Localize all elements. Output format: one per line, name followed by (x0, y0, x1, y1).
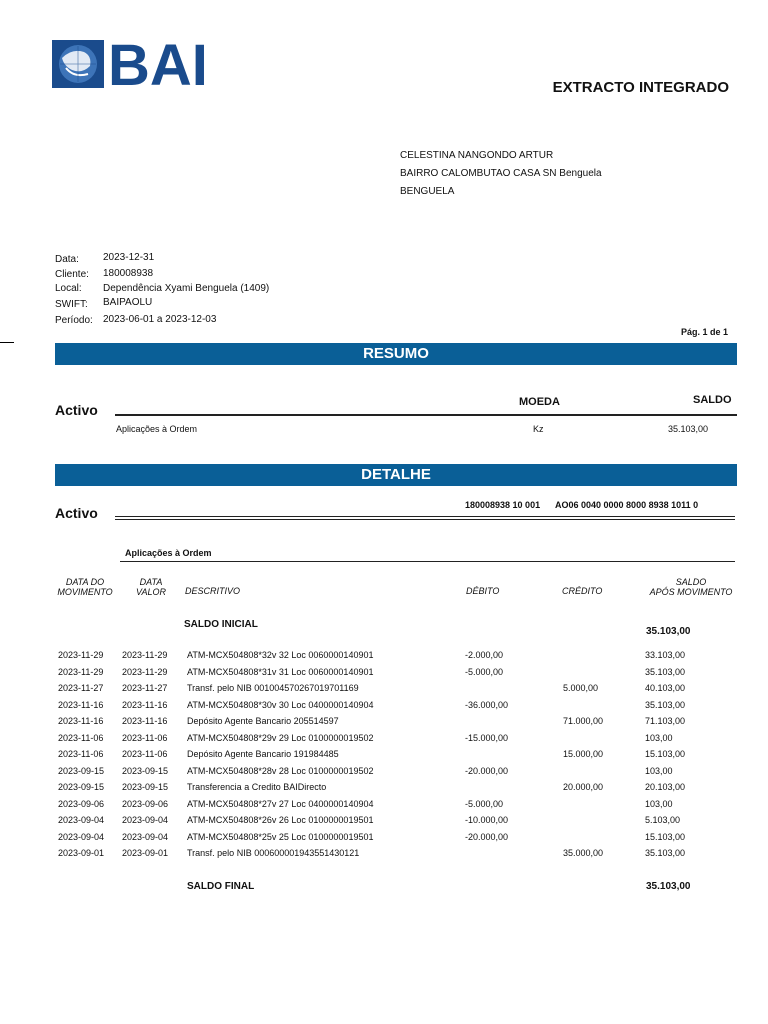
cell-val: 2023-11-29 (122, 666, 168, 677)
cell-mov: 2023-09-04 (58, 815, 105, 825)
resumo-row-moeda: Kz (533, 424, 544, 434)
cell-val: 2023-11-16 (122, 699, 168, 710)
page-number: Pág. 1 de 1 (680, 327, 728, 337)
cell-mov: 2023-11-06 (58, 749, 104, 759)
customer-address-line2: BENGUELA (400, 186, 455, 197)
header-data-valor-line2: VALOR (135, 587, 166, 597)
cell-desc: Transf. pelo NIB 001004570267019701169 (187, 683, 359, 693)
margin-mark (0, 342, 14, 343)
cell-saldo: 103,00 (645, 765, 673, 776)
resumo-row-saldo: 35.103,00 (667, 424, 708, 434)
cell-desc: Transferencia a Credito BAIDirecto (187, 782, 327, 792)
cell-deb: -5.000,00 (465, 666, 504, 677)
periodo-value: 2023-06-01 a 2023-12-03 (103, 314, 217, 325)
header-saldo-line1: SALDO (675, 577, 707, 587)
resumo-divider (115, 414, 737, 416)
detalhe-divider-top (115, 516, 735, 517)
header-debito: DÉBITO (466, 586, 500, 596)
cell-desc: ATM-MCX504808*28v 28 Loc 0100000019502 (187, 765, 374, 776)
cell-saldo: 71.103,00 (645, 716, 686, 726)
customer-name: CELESTINA NANGONDO ARTUR (400, 150, 554, 161)
cell-val: 2023-09-04 (122, 831, 169, 842)
cell-deb: -20.000,00 (465, 765, 509, 776)
cell-mov: 2023-09-15 (58, 765, 105, 776)
header-credito: CRÉDITO (562, 586, 603, 596)
cliente-label: Cliente: (55, 269, 89, 280)
cell-val: 2023-09-06 (122, 798, 169, 809)
saldo-final-value: 35.103,00 (646, 881, 691, 892)
detalhe-section-title: Activo (55, 505, 98, 521)
cell-val: 2023-11-16 (122, 716, 168, 726)
account-number: 180008938 10 001 (465, 500, 541, 510)
cell-mov: 2023-11-29 (58, 666, 104, 677)
cell-saldo: 15.103,00 (645, 749, 686, 759)
cell-val: 2023-11-06 (122, 749, 168, 759)
header-saldo-line2: APÓS MOVIMENTO (649, 587, 733, 597)
detalhe-banner: DETALHE (55, 464, 737, 486)
cell-desc: ATM-MCX504808*25v 25 Loc 0100000019501 (187, 831, 374, 842)
cell-desc: ATM-MCX504808*32v 32 Loc 0060000140901 (187, 650, 374, 660)
cell-desc: ATM-MCX504808*26v 26 Loc 0100000019501 (187, 815, 374, 825)
cell-saldo: 103,00 (645, 798, 673, 809)
cell-saldo: 35.103,00 (645, 666, 686, 677)
cell-deb: -15.000,00 (465, 732, 509, 743)
header-data-movimento (45, 577, 125, 597)
saldo-inicial-label: SALDO INICIAL (184, 619, 258, 630)
logo-text: BAI (108, 38, 208, 90)
cell-saldo: 5.103,00 (645, 815, 681, 825)
cell-mov: 2023-09-15 (58, 782, 105, 792)
swift-value: BAIPAOLU (103, 297, 153, 308)
cell-desc: ATM-MCX504808*30v 30 Loc 0400000140904 (187, 699, 374, 710)
cell-mov: 2023-11-06 (58, 732, 104, 743)
swift-label: SWIFT: (55, 299, 88, 310)
cell-deb: -20.000,00 (465, 831, 509, 842)
cell-saldo: 103,00 (645, 732, 673, 743)
cell-deb: -36.000,00 (465, 699, 509, 710)
cell-saldo: 35.103,00 (645, 699, 686, 710)
cell-mov: 2023-11-27 (58, 683, 104, 693)
cell-mov: 2023-11-29 (58, 650, 104, 660)
data-label: Data: (55, 254, 79, 265)
document-title: EXTRACTO INTEGRADO (552, 79, 729, 96)
header-data-valor (126, 577, 176, 597)
header-descritivo: DESCRITIVO (185, 586, 241, 596)
cell-cred: 15.000,00 (563, 749, 604, 759)
cell-saldo: 15.103,00 (645, 831, 686, 842)
data-value: 2023-12-31 (103, 252, 155, 263)
resumo-col-saldo: SALDO (693, 394, 732, 406)
header-data-valor-line1: DATA (139, 577, 163, 587)
cliente-value: 180008938 (103, 268, 154, 279)
resumo-banner: RESUMO (55, 343, 737, 365)
cell-val: 2023-09-01 (122, 848, 169, 858)
cell-desc: ATM-MCX504808*31v 31 Loc 0060000140901 (187, 666, 374, 677)
cell-val: 2023-09-04 (122, 815, 169, 825)
cell-desc: Depósito Agente Bancario 205514597 (187, 716, 339, 726)
cell-deb: -10.000,00 (465, 815, 509, 825)
cell-desc: ATM-MCX504808*27v 27 Loc 0400000140904 (187, 798, 374, 809)
cell-val: 2023-11-06 (122, 732, 168, 743)
resumo-col-moeda: MOEDA (519, 396, 560, 408)
cell-saldo: 33.103,00 (645, 650, 686, 660)
local-label: Local: (55, 283, 82, 294)
cell-val: 2023-11-29 (122, 650, 168, 660)
cell-cred: 20.000,00 (563, 782, 604, 792)
cell-saldo: 35.103,00 (645, 848, 686, 858)
header-saldo (640, 577, 742, 597)
cell-cred: 35.000,00 (563, 848, 604, 858)
cell-saldo: 20.103,00 (645, 782, 686, 792)
subsection-divider (120, 561, 735, 562)
cell-desc: Depósito Agente Bancario 191984485 (187, 749, 339, 759)
cell-mov: 2023-11-16 (58, 699, 104, 710)
customer-address-line1: BAIRRO CALOMBUTAO CASA SN Benguela (400, 168, 602, 179)
cell-mov: 2023-11-16 (58, 716, 104, 726)
cell-mov: 2023-09-01 (58, 848, 105, 858)
header-data-movimento-line2: MOVIMENTO (57, 587, 113, 597)
cell-desc: ATM-MCX504808*29v 29 Loc 0100000019502 (187, 732, 374, 743)
cell-mov: 2023-09-04 (58, 831, 105, 842)
header-data-movimento-line1: DATA DO (65, 577, 105, 587)
saldo-final-label: SALDO FINAL (187, 881, 255, 892)
cell-deb: -5.000,00 (465, 798, 504, 809)
local-value: Dependência Xyami Benguela (1409) (103, 283, 270, 294)
cell-desc: Transf. pelo NIB 00060000194355143012​1 (187, 848, 360, 858)
resumo-section-title: Activo (55, 402, 98, 418)
account-iban: AO06 0040 0000 8000 8938 1011 0 (555, 500, 699, 510)
cell-cred: 71.000,00 (563, 716, 604, 726)
periodo-label: Período: (55, 315, 93, 326)
saldo-inicial-value: 35.103,00 (646, 626, 691, 637)
cell-val: 2023-09-15 (122, 782, 169, 792)
subsection-title: Aplicações à Ordem (125, 548, 212, 558)
cell-deb: -2.000,00 (465, 650, 504, 660)
cell-val: 2023-09-15 (122, 765, 169, 776)
cell-val: 2023-11-27 (122, 683, 168, 693)
cell-mov: 2023-09-06 (58, 798, 105, 809)
detalhe-divider-bottom (115, 519, 735, 520)
cell-saldo: 40.103,00 (645, 683, 686, 693)
resumo-row-descr: Aplicações à Ordem (116, 424, 198, 434)
cell-cred: 5.000,00 (563, 683, 599, 693)
